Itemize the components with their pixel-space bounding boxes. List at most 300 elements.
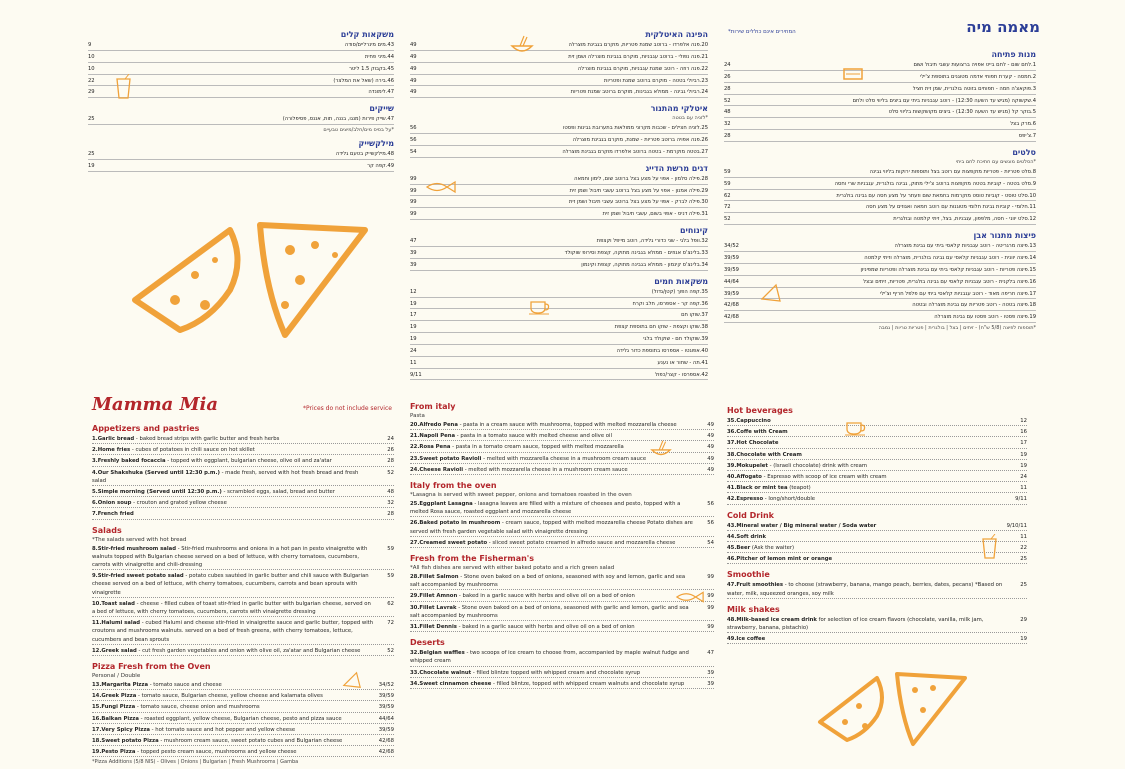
english-section-subtitle: *All fish dishes are served with either baked potato and a rich green salad [410,565,615,572]
menu-item-name: 21.Napoli Pena [410,433,456,440]
menu-item-price: 99 [707,604,714,611]
menu-item-hebrew [410,237,708,247]
hebrew-section-title: פיצות מתנור אבן [973,231,1036,241]
menu-item-english [92,748,394,757]
menu-item-price: 19 [410,336,417,343]
menu-item-text [92,737,374,745]
menu-item-english [92,510,394,519]
menu-item-price: 99 [410,199,417,206]
menu-item-english [727,417,1027,426]
menu-item-price: 49 [410,53,417,60]
english-section-title: Italy from the oven [410,481,497,491]
english-section-title: Hot beverages [727,406,793,415]
menu-item-text: 33.בלינצ'ס אגוזים - ממולא בגבינה מתוקה, קצפת וסירופ שוקולד [564,249,708,256]
menu-item-description: - cut fresh garden vegetables and onion with olive oil, za'atar and Bulgarian cheese [136,647,361,654]
menu-item-hebrew [724,168,1036,178]
menu-item-description: - hot tomato sauce and hot pepper and yellow cheese [150,726,296,733]
menu-item-text: 46.בירה (שאל את המלצר) [333,77,394,84]
menu-item-price: 16 [1020,429,1027,436]
menu-item-name: 9.Stir-fried sweet potato salad [92,573,184,580]
menu-item-text [410,592,694,600]
menu-item-text: 26.פנה אפויה ברוטב פטריות - שמנת, מוקרם בגבינת מוצרלה [572,137,708,144]
menu-item-hebrew [724,61,1036,71]
menu-item-price: 22 [88,77,95,84]
menu-item-hebrew [410,261,708,271]
menu-item-english [92,572,394,598]
menu-item-text: 18.פיצה בטטה - רוטב פטריות עם גבינת מוצרלה ובטטה [912,302,1036,309]
menu-item-text [92,726,374,734]
menu-item-text: 5.בוקר קל (מגיש עד השעה 12:30) - ביצים מקושקשות בליווי סלט [888,109,1036,116]
menu-item-price: 25 [88,151,95,158]
menu-item-name: 11.Halumi salad [92,620,141,627]
english-menu-col3 [727,400,1027,646]
menu-item-text: 47.לימונדה [368,89,394,96]
menu-item-price: 42/68 [724,302,739,309]
menu-item-price: 99 [707,574,714,581]
menu-item-english [727,484,1027,493]
menu-item-english [92,545,394,571]
menu-item-hebrew [410,335,708,345]
menu-item-name: 29.Fillet Amnon [410,593,458,600]
menu-item-price: 56 [410,125,417,132]
menu-item-text: 24.רביולי גבינה - ממולא בגבינות, מוקרם ברוטב שמנת פטריות [570,89,708,96]
menu-item-english [410,421,714,430]
menu-item-hebrew [724,266,1036,276]
pizza-slice-icon-en [342,670,362,690]
menu-item-hebrew [724,180,1036,190]
menu-item-price: 17 [1020,440,1027,447]
menu-item-price: 49 [410,65,417,72]
menu-item-english [410,649,714,666]
menu-item-description: - (Israeli chocolate) drink with cream [767,462,868,469]
menu-item-name: 6.Onion soup [92,500,132,507]
brand-hebrew: מאמה מיה [966,18,1040,36]
menu-item-english [92,435,394,444]
menu-item-text [410,604,694,620]
pizza-slices-icon [125,205,385,345]
menu-item-price: 32 [724,121,731,128]
menu-item-name: 22.Rosa Pena [410,444,451,451]
menu-item-name: 5.Simple morning (Served until 12:30 p.m.) [92,489,222,496]
menu-item-price: 52 [387,469,394,476]
menu-item-description: - sliced sweet potato creamed in alfredo sauce and mozzarella cheese [487,539,676,546]
pizza-box-icon [842,65,866,83]
menu-item-english [410,539,714,548]
menu-item-price: 24 [1020,474,1027,481]
menu-item-hebrew [88,41,394,51]
menu-item-description: - filled blintze topped with whipped cream and chocolate syrup [471,669,641,676]
english-section-title: From italy [410,402,456,411]
menu-item-price: 99 [410,175,417,182]
hebrew-section-title: משקאות קלים [340,30,394,39]
menu-item-text [92,715,374,723]
hebrew-section-title: הפינה האיטלקית [645,30,708,39]
menu-item-text [92,647,374,655]
english-section-subtitle: Pasta [410,413,425,419]
menu-item-description: - pasta in a cream sauce with mushrooms, topped with melted mozzarella cheese [457,422,677,428]
menu-item-hebrew [724,242,1036,252]
menu-item-text [410,421,694,429]
menu-item-price: 56 [707,501,714,508]
menu-item-name: 7.French fried [92,511,134,518]
menu-item-price: 72 [387,620,394,627]
menu-item-hebrew [88,53,394,63]
menu-item-text: 40.אפוגטו - אספרסו בתוספת כדור גלידה [616,347,708,354]
menu-item-text [410,669,694,677]
menu-item-hebrew [724,254,1036,264]
menu-item-text [410,466,694,474]
menu-item-price: 39 [707,680,714,687]
menu-item-description: - Espresso with scoop of ice cream with cream [761,474,887,481]
menu-item-name: 39.Mokupelet [727,462,768,469]
menu-item-description: - tomato sauce, Bulgarian cheese, yellow cheese and kalamata olives [136,693,323,700]
menu-item-name: 17.Very Spicy Pizza [92,726,150,733]
menu-item-description: - cubes of potatoes in chili sauce on hot skillet [130,447,255,454]
menu-item-price: 28 [387,458,394,465]
menu-item-text [727,555,1007,563]
menu-item-name: 45.Beer [727,545,751,552]
menu-item-price: 49 [707,455,714,462]
english-section-title: Deserts [410,638,445,648]
menu-item-text [92,469,374,485]
menu-item-english [92,715,394,724]
menu-item-price: 99 [707,593,714,600]
menu-item-hebrew [724,203,1036,213]
menu-item-text [92,545,374,570]
menu-item-text: 25.לזניה חצילים - שכבות מקרוני ממולאות בתערובת גבינות ופסטו [563,125,708,132]
hebrew-section-title: קינוחים [679,226,708,236]
menu-item-name: 1.Garlic bread [92,436,135,442]
menu-item-description: - pasta in a tomato cream sauce, topped with melted mozzarella [450,444,624,451]
menu-item-hebrew [410,88,708,98]
menu-item-text: 35.קפה הפוך (קטן/גדול) [651,288,708,295]
menu-item-price: 10 [88,65,95,72]
menu-item-text: 15.פיצה פטריות - רוטב עגבניות קלאסי ביתי עם גבינת מוצרלה ופטריות שמפיניון [860,266,1036,273]
menu-item-hebrew [410,300,708,310]
menu-item-english [727,473,1027,482]
english-section-title: Fresh from the Fisherman's [410,554,535,564]
menu-item-description: - to choose (strawberry, banana, mango peach, berries, dates, pecans) *Based on water, milk, squeezed oranges, soy milk [727,582,1003,597]
menu-item-hebrew [724,108,1036,118]
menu-item-hebrew [724,215,1036,225]
menu-item-price: 39/59 [378,726,394,733]
menu-item-description: - baked in a garlic sauce with herbs and olive oil on a bed of onion [456,624,635,631]
hebrew-section-note: *על בסיס מים/חלב/מיצים טבעיים [323,127,394,134]
menu-item-price: 22 [1020,545,1027,552]
menu-item-english [410,519,714,536]
menu-item-name: 44.Soft drink [727,533,767,540]
menu-item-name: 8.Stir-fried mushroom salad [92,545,177,552]
menu-item-name: 18.Sweet potato Pizza [92,738,159,745]
english-section-subtitle: Personal / Double [92,673,141,680]
menu-item-name: 37.Hot Chocolate [727,440,779,447]
menu-item-english [92,737,394,746]
menu-item-price: 19 [88,162,95,169]
menu-item-name: 16.Balkan Pizza [92,715,139,722]
menu-item-price: 49 [707,433,714,440]
menu-item-text: 23.רביולי בטטה - מוקרם ברוטב שמנת ופטריות [603,77,708,84]
menu-item-hebrew [410,198,708,208]
menu-item-description: - roasted eggplant, yellow cheese, Bulgarian cheese, pesto and pizza sauce [138,715,342,722]
menu-item-text: 30.פילה לברק - אפוי על מצע בצל ברוטב עשבי תיבול ושמן זית [568,199,708,206]
menu-item-price: 56 [707,520,714,527]
hebrew-section-title: משקאות חמים [654,276,708,286]
menu-item-text: 3.פוקאצ'ה חמה - תפוחים בזוטה בולגרית, שמן זית חציל [912,85,1036,92]
menu-item-text [727,522,1003,530]
menu-item-text [410,539,694,547]
menu-item-price: 48 [387,489,394,496]
menu-item-hebrew [410,323,708,333]
menu-item-text [727,616,1007,632]
drink-glass-icon-en [980,534,1000,560]
menu-item-price: 9 [88,42,92,48]
menu-item-price: 28 [724,85,731,92]
menu-item-description: for selection of ice cream flavors (chocolate, vanilla, milk jam, strawberry, banana, pistachio) [727,616,984,632]
menu-item-text: 44.מיני פחית [364,53,394,60]
menu-item-price: 25 [88,116,95,123]
menu-item-price: 19 [1020,462,1027,469]
menu-item-price: 62 [387,600,394,607]
menu-item-text: 17.פיצה חריפה מאוד - רוטב עגבניות קלאסי ביתי עם פלפל חריף וצ'ילי [879,290,1036,297]
hebrew-section-title: מילקשייק [358,139,394,149]
menu-item-price: 26 [387,447,394,454]
menu-item-price: 11 [410,359,417,366]
menu-item-text: 12.סלט יווני - חסה, מלפפון, עגבניות, בצל, זיתי קלמטה ובולגרית [893,216,1036,223]
hebrew-section-footer: *תוספות לפיצה (5/8 ש"ח) - זיתים | בצל | בולגרית | פטריות טריות | גמבה [878,325,1036,332]
pasta-bowl-icon-en [650,438,672,460]
menu-item-description: (teapot) [787,485,811,492]
menu-item-name: 26.Baked potato in mushroom [410,520,501,527]
coffee-cup-icon [527,294,553,316]
menu-item-description: - made fresh, served with hot fresh bread and fresh salad [92,469,359,484]
menu-item-price: 19 [1020,451,1027,458]
menu-item-text: 38.שוקו וקצפת - שוקו חם בתוספת קצפת [614,324,708,331]
menu-item-price: 49 [410,77,417,84]
menu-item-price: 59 [724,168,731,175]
menu-item-text: 41.תה - שחור או נענע [657,359,708,366]
menu-item-description: - tomato sauce, cheese onion and mushrooms [135,704,260,711]
menu-item-hebrew [410,124,708,134]
menu-item-text: 45.בקבוק 1.5 ליטר [349,65,394,72]
menu-item-english [92,600,394,617]
menu-item-english [410,623,714,632]
menu-item-price: 39/59 [724,290,739,297]
menu-item-price: 26 [724,73,731,80]
menu-item-name: 34.Sweet cinnamon cheese [410,680,492,687]
menu-item-price: 34/52 [378,682,394,689]
menu-item-english [410,669,714,678]
menu-item-text: 4.שקשוקה (מגיש עד השעה 12:30) - רוטב עגבניות ביתי עם ביצים בליווי סלט ולחם [852,97,1036,104]
menu-item-text: 34.בלינצ'ס קינמון - ממולא בגבינה מתוקה, קצפת וקינמון [581,261,708,268]
menu-item-price: 29 [1020,616,1027,623]
menu-item-text: 31.פילה דניס - אפוי בשום, עשבי תיבול ושמן זית [602,211,708,218]
menu-item-english [92,692,394,701]
menu-item-hebrew [410,53,708,63]
menu-item-name: 46.Pitcher of lemon mint or orange [727,556,833,563]
menu-item-text [92,703,374,711]
english-section-title: Salads [92,525,122,535]
menu-item-price: 72 [724,204,731,211]
menu-item-description: - filled blintze, topped with whipped cream walnuts and chocolate syrup [491,680,685,687]
menu-item-text [727,495,1007,503]
menu-item-name: 24.Cheese Ravioli [410,466,464,473]
menu-item-name: 42.Espresso [727,496,764,503]
menu-item-text [92,457,374,465]
menu-item-price: 19 [410,324,417,331]
menu-item-name: 13.Margarita Pizza [92,682,149,689]
menu-item-name: 20.Alfredo Pena [410,422,458,428]
english-menu-col1 [92,418,394,768]
menu-item-description: - melted with mozzarella cheese in a mushroom cream sauce [481,455,647,462]
menu-item-text [92,692,374,700]
menu-item-text [92,619,374,644]
menu-item-text [410,519,694,535]
menu-item-hebrew [724,313,1036,323]
pizza-slices-icon-small [815,660,975,750]
hebrew-section-title: מנות פתיחה [991,50,1036,59]
english-header [92,394,218,415]
menu-item-text [92,600,374,616]
menu-item-price: 49 [410,89,417,96]
menu-item-text [92,510,374,518]
english-section-title: Smoothie [727,570,770,580]
brand-english: Mamma Mia [92,394,219,415]
menu-item-price: 39 [410,249,417,256]
menu-item-english [92,703,394,712]
menu-item-text: 49.קפה קר [367,162,394,169]
hebrew-price-note: *המחירים אינם כוללים שירות [728,29,796,35]
menu-item-english [410,573,714,590]
hebrew-section-title: איטלקי מהתנור [650,104,708,114]
menu-item-description: - two scoops of ice cream to choose from, accompanied by maple walnut fudge and whipped cream [410,650,689,665]
menu-item-text [727,439,1007,447]
coffee-cup-icon-en [843,415,869,437]
menu-item-text: 21.פנה נפולי - ברוטב עגבניות, מוקרם בגבינת מוצרלה ושמן זית [568,53,708,60]
menu-item-name: 27.Creamed sweet potato [410,539,488,546]
menu-item-english [727,635,1027,644]
menu-item-text [92,681,374,689]
english-section-title: Appetizers and pastries [92,424,200,433]
menu-item-english [92,619,394,645]
menu-item-price: 39/59 [724,266,739,273]
menu-item-description: - mushroom cream sauce, sweet potato cubes and Bulgarian cheese [158,738,343,745]
menu-item-english [92,457,394,466]
menu-item-name: 19.Pesto Pizza [92,749,136,756]
menu-item-name: 3.Freshly baked focaccia [92,458,166,465]
menu-item-price: 44/64 [378,715,394,722]
fish-icon [425,180,457,194]
menu-item-description: - long/short/double [763,496,816,503]
menu-item-english [727,428,1027,437]
menu-item-name: 32.Belgian waffles [410,650,465,657]
menu-item-text [727,544,1007,552]
menu-item-hebrew [88,115,394,125]
menu-item-english [727,616,1027,633]
menu-item-text: 1.לחם שום - לחם בייט אפויה ברצועות עשבי תיבול ושום [913,62,1036,68]
menu-item-english [410,500,714,517]
menu-item-price: 29 [88,89,95,96]
menu-item-price: 39/59 [378,704,394,711]
english-section-subtitle: *Lasagna is served with sweet pepper, onions and tomatoes roasted in the oven [410,492,632,499]
menu-item-price: 49 [707,466,714,473]
menu-item-price: 52 [724,97,731,104]
menu-item-description: - baked bread strips with garlic butter and fresh herbs [134,436,280,442]
menu-item-description: - baked in a garlic sauce with herbs and olive oil on a bed of onion [457,593,635,600]
menu-item-text [727,473,1007,481]
menu-item-price: 24 [410,347,417,354]
menu-item-price: 39 [410,261,417,268]
menu-item-hebrew [88,162,394,172]
menu-item-price: 59 [387,573,394,580]
menu-item-text: 6.מרק בצל [1010,121,1036,128]
menu-item-price: 99 [410,211,417,218]
menu-item-price: 17 [410,312,417,319]
menu-item-name: 15.Fungi Pizza [92,704,136,711]
menu-item-description: - Stone oven baked on a bed of onions, seasoned with garlic and lemon, garlic and sea salt accompanied by mushrooms [410,604,689,619]
menu-item-hebrew [410,249,708,259]
menu-item-hebrew [410,136,708,146]
menu-item-description: - cubed Halumi and cheese stir-fried in vinaigrette sauce and garlic butter, topped with croutons and mushrooms walnuts. served on a bed of fresh greens, with cherry tomatoes, lettuce, cucumbers and bean sprouts [92,620,374,643]
menu-item-price: 59 [387,545,394,552]
menu-item-text [410,500,694,516]
menu-item-price: 42/68 [378,749,394,756]
menu-item-text: 13.פיצה מרגריטה - רוטב עגבניות קלאסי ביתי עם גבינת מוצרלה [894,243,1036,250]
menu-item-price: 9/11 [410,371,422,378]
menu-item-english [410,466,714,475]
menu-item-price: 12 [410,288,417,295]
menu-item-hebrew [724,85,1036,95]
english-section-title: Milk shakes [727,604,780,614]
menu-item-text: 42.אספרסו - קצר/כפול [655,371,708,378]
menu-item-text [727,635,1007,643]
menu-item-description: - scrambled eggs, salad, bread and butter [221,489,335,496]
menu-item-description: - cheese - filled cubes of toast stir-fried in garlic butter with bulgarian cheese, served on a bed of lettuce, with cherry tomatoes, cucumbers, carrots with vinaigrette dressing [92,600,371,616]
menu-item-name: 38.Chocolate with Cream [727,451,802,458]
menu-item-hebrew [410,371,708,381]
menu-item-hebrew [410,65,708,75]
menu-item-english [92,469,394,486]
menu-item-english [727,581,1027,598]
spacer-icon [435,181,436,182]
menu-item-hebrew [410,359,708,369]
menu-item-text [410,649,694,665]
menu-item-description: - cream sauce, topped with melted mozzarella cheese Potato dishes are served with fresh garden vegetable salad with vinaigrette dressing [410,520,693,535]
hebrew-section-title: שייקים [369,104,394,114]
menu-item-text: 8.סלט פטריות - פטריות מוקפצות עם רוטב בצל ותוספות ירוקות בליווי גבינה [869,168,1036,175]
hebrew-section-note: *לזניה עם בטטה [672,115,708,122]
menu-item-price: 11 [1020,533,1027,540]
menu-item-text: 9.סלט בטטה - קוביות בטטה מוקפצות ברוטב צ'ילי מתוק, גבינה בולגרית, עגבניות שרי וחסה [834,180,1036,187]
menu-item-text [92,572,374,597]
menu-item-price: 59 [724,180,731,187]
menu-item-text: 11.חלומי - קוביות גבינת חלומי מטוגנות עם רוטב חמאה ואגוזים על מצע חסה [865,204,1036,211]
menu-item-price: 39/59 [378,693,394,700]
menu-item-price: 49 [707,444,714,451]
menu-item-name: 4.Our Shakshuka (Served until 12:30 p.m.) [92,469,220,476]
menu-item-name: 23.Sweet potato Ravioli [410,455,482,462]
menu-item-price: 42/68 [724,314,739,321]
menu-item-price: 9/11 [1015,496,1027,503]
menu-item-english [727,439,1027,448]
menu-item-description: - Stone oven baked on a bed of onions, seasoned with soy and lemon, garlic and sea salt accompanied by mushrooms [410,574,686,589]
menu-item-price: 10 [88,53,95,60]
hebrew-section-note: *הסלטים מוגשים עם חתיכת לחם ביתי [955,158,1036,165]
menu-item-english [727,462,1027,471]
menu-item-description: - topped pesto cream sauce, mushrooms and yellow cheese [135,749,297,756]
menu-item-name: 36.Coffe with Cream [727,429,788,436]
menu-item-hebrew [410,288,708,298]
menu-item-hebrew [410,210,708,220]
